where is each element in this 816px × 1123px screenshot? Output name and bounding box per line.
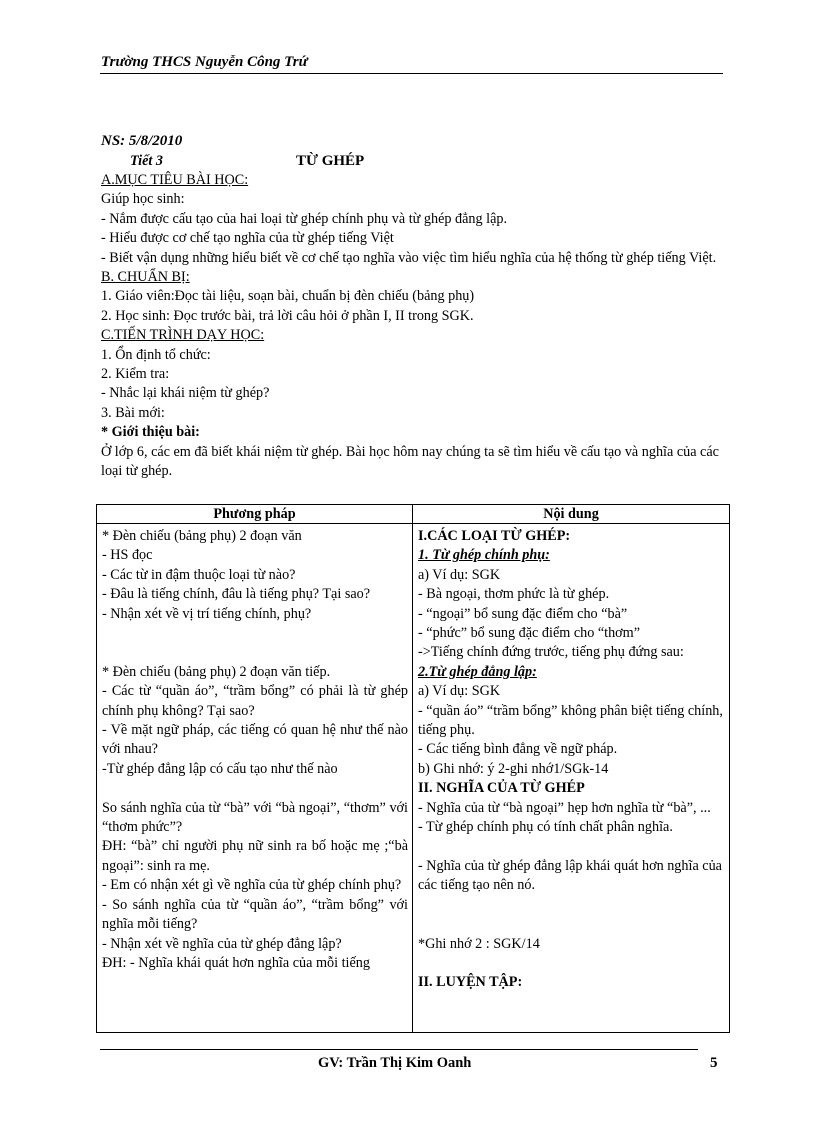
content-line: - “phức” bổ sung đặc điểm cho “thơm”: [418, 625, 641, 642]
content-subheading: 2.Từ ghép đẳng lập:: [418, 663, 537, 680]
content-heading: I.CÁC LOẠI TỪ GHÉP:: [418, 528, 571, 544]
method-line: ĐH: - Nghĩa khái quát hơn nghĩa của mỗi tiếng: [102, 954, 370, 971]
content-line: ->Tiếng chính đứng trước, tiếng phụ đứng sau:: [418, 644, 684, 661]
date-ns: NS: 5/8/2010: [101, 133, 183, 149]
method-line: - Em có nhận xét gì về nghĩa của từ ghép chính phụ?: [102, 877, 402, 894]
method-line: * Đèn chiếu (bảng phụ) 2 đoạn văn tiếp.: [102, 663, 331, 680]
method-line: - HS đọc: [102, 547, 153, 564]
content-line: - Nghĩa của từ ghép đẳng lập khái quát hơn nghĩa của các tiếng tạo nên nó.: [418, 857, 722, 894]
lesson-number: Tiết 3: [130, 153, 163, 169]
objective-item: - Biết vận dụng những hiểu biết về cơ chế tạo nghĩa vào việc tìm hiểu nghĩa của hệ thống từ ghép tiếng Việt.: [101, 249, 717, 266]
method-line: - Nhận xét về vị trí tiếng chính, phụ?: [102, 605, 312, 622]
method-line: - Nhận xét về nghĩa của từ ghép đẳng lập?: [102, 935, 342, 952]
content-line: - Từ ghép chính phụ có tính chất phân nghĩa.: [418, 819, 673, 836]
intro-text: Ở lớp 6, các em đã biết khái niệm từ ghép. Bài học hôm nay chúng ta sẽ tìm hiểu về cấu tạo và nghĩa của các loại từ ghép.: [101, 443, 719, 480]
process-heading: C.TIẾN TRÌNH DẠY HỌC:: [101, 327, 265, 344]
method-line: - Các từ in đậm thuộc loại từ nào?: [102, 566, 296, 583]
content-line: *Ghi nhớ 2 : SGK/14: [418, 935, 540, 952]
objective-item: - Nắm được cấu tạo của hai loại từ ghép chính phụ và từ ghép đẳng lập.: [101, 210, 508, 227]
prep-item: 1. Giáo viên:Đọc tài liệu, soạn bài, chuẩn bị đèn chiếu (bảng phụ): [101, 288, 475, 305]
content-heading: II. NGHĨA CỦA TỪ GHÉP: [418, 780, 585, 797]
method-line: - Các từ “quần áo”, “trầm bổng” có phải là từ ghép chính phụ không? Tại sao?: [102, 683, 408, 719]
intro-heading: * Giới thiệu bài:: [101, 424, 200, 441]
method-line: So sánh nghĩa của từ “bà” với “bà ngoại”, “thơm” với “thơm phức”?: [102, 799, 408, 836]
content-line: a) Ví dụ: SGK: [418, 566, 501, 583]
content-subheading: 1. Từ ghép chính phụ:: [418, 547, 550, 564]
objectives-heading: A.MỤC TIÊU BÀI HỌC:: [101, 172, 249, 188]
school-name: Trường THCS Nguyễn Công Trứ: [101, 54, 308, 70]
method-line: ĐH: “bà” chỉ người phụ nữ sinh ra bố hoặc mẹ ;“bà ngoại”: sinh ra mẹ.: [102, 838, 408, 874]
content-line: - Nghĩa của từ “bà ngoại” hẹp hơn nghĩa từ “bà”, ...: [418, 799, 711, 816]
method-column: [97, 524, 413, 1033]
objective-item: - Hiểu được cơ chế tạo nghĩa của từ ghép tiếng Việt: [101, 230, 394, 247]
process-item: 1. Ổn định tổ chức:: [101, 346, 211, 363]
content-line: - Các tiếng bình đẳng về ngữ pháp.: [418, 741, 618, 758]
method-line: - So sánh nghĩa của từ “quần áo”, “trầm bổng” với nghĩa mỗi tiếng?: [102, 896, 408, 933]
lesson-body: [101, 171, 726, 482]
content-heading: II. LUYỆN TẬP:: [418, 974, 523, 991]
objectives-intro: Giúp học sinh:: [101, 191, 185, 208]
page-number: 5: [710, 1055, 718, 1071]
table-header-content: Nội dung: [413, 505, 730, 524]
content-line: - “quần áo” “trầm bổng” không phân biệt tiếng chính, tiếng phụ.: [418, 702, 723, 739]
method-line: -Từ ghép đẳng lập có cấu tạo như thế nào: [102, 760, 338, 777]
content-line: b) Ghi nhớ: ý 2-ghi nhớ1/SGk-14: [418, 760, 609, 777]
content-column: [413, 524, 730, 1033]
header-rule: [100, 73, 723, 74]
footer-rule: [100, 1049, 698, 1050]
method-line: * Đèn chiếu (bảng phụ) 2 đoạn văn: [102, 528, 302, 544]
process-item: - Nhắc lại khái niệm từ ghép?: [101, 385, 270, 402]
table-header-method: Phương pháp: [97, 505, 413, 524]
content-line: - “ngoại” bổ sung đặc điểm cho “bà”: [418, 605, 628, 622]
method-line: - Đâu là tiếng chính, đâu là tiếng phụ? Tại sao?: [102, 586, 371, 603]
method-line: - Về mặt ngữ pháp, các tiếng có quan hệ như thế nào với nhau?: [102, 722, 408, 758]
content-line: a) Ví dụ: SGK: [418, 683, 501, 700]
lesson-title: TỪ GHÉP: [296, 153, 365, 169]
process-item: 2. Kiểm tra:: [101, 366, 170, 383]
footer-teacher: GV: Trần Thị Kim Oanh: [318, 1055, 472, 1071]
content-line: - Bà ngoại, thơm phức là từ ghép.: [418, 586, 610, 603]
process-item: 3. Bài mới:: [101, 404, 165, 421]
prep-heading: B. CHUẨN BỊ:: [101, 269, 190, 286]
lesson-table: [96, 504, 730, 1033]
prep-item: 2. Học sinh: Đọc trước bài, trả lời câu hỏi ở phần I, II trong SGK.: [101, 307, 474, 324]
